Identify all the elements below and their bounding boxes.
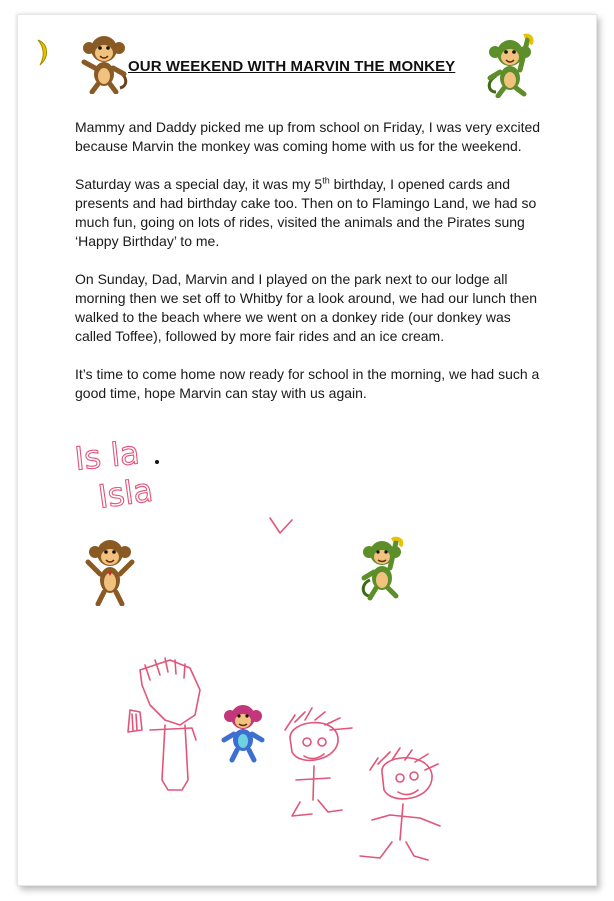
drawing-figure-left — [128, 658, 200, 790]
paragraph-saturday: Saturday was a special day, it was my 5th birthday, I opened cards and presents and had birthday cake too. Then on to Flamingo Land, we had so much fun, going on lots of rides, visited the animals and the Pirates sung ‘Happy Birthday’ to me. — [75, 175, 537, 249]
tick-mark — [270, 518, 292, 533]
document-title: OUR WEEKEND WITH MARVIN THE MONKEY — [128, 58, 456, 75]
monkey-icon — [356, 534, 408, 602]
handwriting-name-1: Is la — [72, 433, 142, 478]
monkey-icon — [220, 700, 266, 764]
pen-dot — [155, 460, 159, 464]
paragraph-friday: Mammy and Daddy picked me up from school on Friday, I was very excited because Marvin the monkey was coming home with us for the weekend. — [75, 119, 541, 154]
handwriting-name-2: Isla — [95, 470, 156, 516]
drawing-figure-middle — [285, 708, 352, 816]
drawing-figure-right — [360, 748, 440, 860]
monkey-icon — [84, 534, 136, 606]
paragraph-sunday: On Sunday, Dad, Marvin and I played on the park next to our lodge all morning then we set off to Whitby for a look around, we had our lunch then walked to the beach where we went on a donkey ride (our donkey was called Toffee), followed by more fair rides and an ice cream. — [75, 271, 538, 344]
paragraph-home: It’s time to come home now ready for school in the morning, we had such a good time, hope Marvin can stay with us again. — [75, 366, 540, 401]
